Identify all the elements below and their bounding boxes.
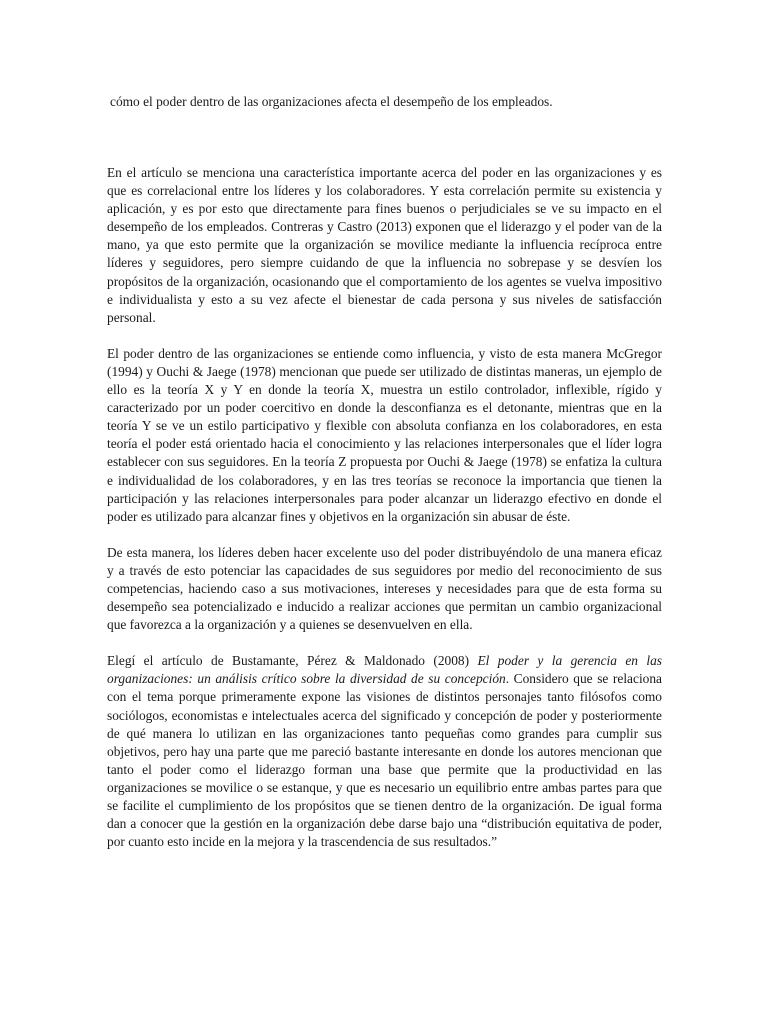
paragraph-1: En el artículo se menciona una característica importante acerca del poder en las organizaciones y es que es correlacional entre los líderes y los colaboradores. Y esta correlación permite su existencia y aplicación, y es por esto que directamente para fines buenos o perjudiciales se ve su impacto en el desempeño de los empleados. Contreras y Castro (2013) exponen que el liderazgo y el poder van de la mano, ya que esto permite que la organización se movilice mediante la influencia recíproca entre líderes y seguidores, pero siempre cuidando de que la influencia no sobrepase y se desvíen los propósitos de la organización, ocasionando que el comportamiento de los agentes se vuelva impositivo e individualista y esto a su vez afecte el bienestar de cada persona y sus niveles de satisfacción personal.	[107, 165, 662, 325]
article-title: El poder y la gerencia en las organizaciones: un análisis crítico sobre la diversidad de su concepción	[107, 653, 663, 687]
paragraph-4-text-after: . Considero que se relaciona con el tema porque primeramente expone las visiones de distintos personajes tanto filósofos como sociólogos, economistas e intelectuales acerca del significado y concepción de poder y posteriormente de qué manera lo utilizan en las organizaciones tanto pequeñas como grandes para cumplir sus objetivos, pero hay una parte que me pareció bastante interesante en donde los autores mencionan que tanto el poder como el liderazgo forman una base que permite que la productividad en las organizaciones se movilice o se estanque, y que es necesario un equilibrio entre ambas partes para que se facilite el cumplimiento de los propósitos que se tienen dentro de la organización. De igual forma dan a conocer que la gestión en la organización debe darse bajo una “distribución equitativa de poder, por cuanto esto incide en la mejora y la trascendencia de sus resultados.”	[107, 671, 662, 850]
intro-line: cómo el poder dentro de las organizaciones afecta el desempeño de los empleados.	[110, 94, 553, 109]
paragraph-4-text-before: Elegí el artículo de Bustamante, Pérez & Maldonado (2008)	[107, 653, 478, 669]
paragraph-3: De esta manera, los líderes deben hacer excelente uso del poder distribuyéndolo de una manera eficaz y a través de esto potenciar las capacidades de sus seguidores por medio del reconocimiento de sus competencias, haciendo caso a sus motivaciones, intereses y necesidades para que de esta forma su desempeño sea potencializado e inducido a realizar acciones que permitan un cambio organizacional que favorezca a la organización y a quienes se desenvuelven en ella.	[107, 544, 662, 633]
paragraph-2: El poder dentro de las organizaciones se entiende como influencia, y visto de esta manera McGregor (1994) y Ouchi & Jaege (1978) mencionan que puede ser utilizado de distintas maneras, un ejemplo de ello es la teoría X y Y en donde la teoría X, muestra un estilo controlador, inflexible, rígido y caracterizado por un poder coercitivo en donde la desconfianza es el detonante, mientras que en la teoría Y se ve un estilo participativo y flexible con absoluta confianza en los colaboradores, en esta teoría el poder está orientado hacia el conocimiento y las relaciones interpersonales que el líder logra establecer con sus seguidores. En la teoría Z propuesta por Ouchi & Jaege (1978) se enfatiza la cultura e individualidad de los colaboradores, y en las tres teorías se reconoce la importancia que tienen la participación y las relaciones interpersonales para poder alcanzar un liderazgo efectivo en donde el poder es utilizado para alcanzar fines y objetivos en la organización sin abusar de éste.	[107, 345, 662, 524]
document-body	[107, 164, 662, 851]
paragraph-4	[107, 652, 662, 851]
